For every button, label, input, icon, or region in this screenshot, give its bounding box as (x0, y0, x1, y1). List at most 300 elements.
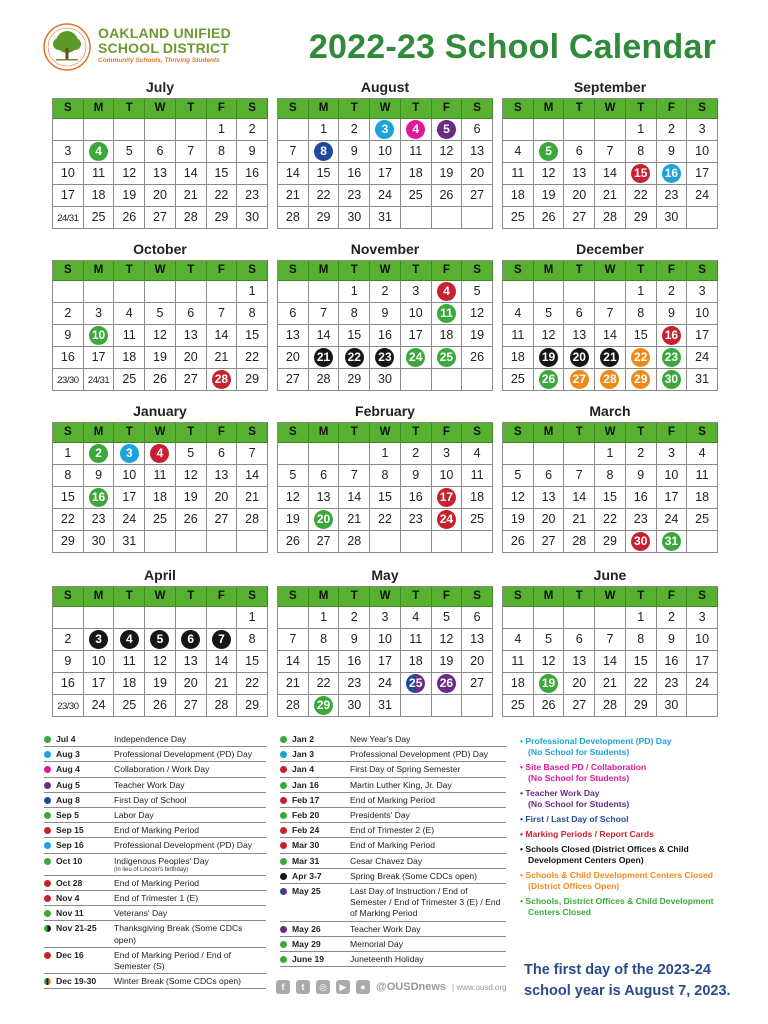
weekday-header: S (237, 587, 268, 607)
empty-cell (401, 369, 432, 391)
day-cell: 10 (432, 465, 463, 487)
marked-day: 31 (662, 532, 681, 551)
marked-day: 21 (314, 348, 333, 367)
legend-bullet-icon (44, 797, 51, 804)
day-cell: 28 (595, 207, 626, 229)
legend-text: Veterans' Day (114, 908, 168, 919)
day-cell: 1 (339, 281, 370, 303)
day-cell: 13 (462, 629, 493, 651)
day-cell: 15 (626, 325, 657, 347)
empty-cell (687, 531, 718, 553)
day-cell: 27 (176, 369, 207, 391)
day-cell: 1 (370, 443, 401, 465)
day-cell: 27 (278, 369, 309, 391)
day-cell: 13 (564, 325, 595, 347)
day-cell: 20 (564, 673, 595, 695)
legend-row (44, 823, 266, 838)
legend-bullet-icon (44, 910, 51, 917)
weekday-header: T (564, 261, 595, 281)
day-cell: 10 (370, 629, 401, 651)
day-cell: 6 (462, 119, 493, 141)
day-cell: 1 (53, 443, 84, 465)
month-december (502, 240, 718, 391)
marked-day: 5 (437, 120, 456, 139)
weekday-header: W (595, 99, 626, 119)
youtube-icon[interactable]: ▶ (336, 980, 350, 994)
day-cell: 8 (309, 629, 340, 651)
day-cell: 10 (687, 303, 718, 325)
day-cell: 9 (237, 141, 268, 163)
day-cell: 16 (237, 163, 268, 185)
day-cell: 17 (53, 185, 84, 207)
day-cell: 27 (207, 509, 238, 531)
website-link[interactable]: | www.ousd.org (452, 982, 507, 992)
weekday-header: S (53, 423, 84, 443)
day-cell: 1 (626, 607, 657, 629)
marked-day: 30 (662, 370, 681, 389)
month-january (52, 402, 268, 553)
legend-text: Labor Day (114, 810, 154, 821)
day-cell: 21 (237, 487, 268, 509)
key-item: • Schools, District Offices & Child Development Centers Closed (520, 896, 714, 917)
day-cell: 18 (462, 487, 493, 509)
day-cell (309, 141, 340, 163)
marked-day: 17 (437, 488, 456, 507)
tree-seal-icon (42, 22, 92, 72)
day-cell: 25 (503, 369, 534, 391)
day-cell: 25 (84, 207, 115, 229)
day-cell: 2 (401, 443, 432, 465)
day-cell: 8 (626, 303, 657, 325)
day-cell: 27 (534, 531, 565, 553)
weekday-header: S (462, 423, 493, 443)
day-cell: 31 (687, 369, 718, 391)
weekday-header: M (534, 261, 565, 281)
day-cell: 19 (462, 325, 493, 347)
legend-date: Apr 3-7 (292, 870, 322, 881)
day-cell: 7 (339, 465, 370, 487)
day-cell: 6 (176, 303, 207, 325)
day-cell: 14 (309, 325, 340, 347)
day-cell: 26 (145, 695, 176, 717)
day-cell: 14 (339, 487, 370, 509)
day-cell: 4 (687, 443, 718, 465)
legend-bullet-icon (44, 880, 51, 887)
legend-date: Mar 30 (292, 840, 320, 851)
day-cell: 18 (503, 673, 534, 695)
day-cell: 7 (595, 141, 626, 163)
weekday-header: M (84, 423, 115, 443)
legend-row (280, 808, 506, 823)
day-cell: 1 (207, 119, 238, 141)
day-cell: 24 (370, 185, 401, 207)
legend-bullet-icon (44, 827, 51, 834)
day-cell (595, 369, 626, 391)
day-cell: 17 (401, 325, 432, 347)
weekday-header: S (53, 587, 84, 607)
legend-bullet-icon (44, 812, 51, 819)
empty-cell (278, 281, 309, 303)
weekday-header: S (503, 99, 534, 119)
day-cell: 23 (84, 509, 115, 531)
day-cell: 7 (207, 303, 238, 325)
empty-cell (278, 607, 309, 629)
weekday-header: F (432, 587, 463, 607)
legend-text: End of Marking Period (350, 794, 436, 805)
legend-text: End of Trimester 1 (E) (114, 893, 199, 904)
weekday-header: T (176, 261, 207, 281)
day-cell: 28 (207, 695, 238, 717)
day-cell: 12 (432, 629, 463, 651)
day-cell: 21 (278, 673, 309, 695)
day-cell: 13 (462, 141, 493, 163)
weekday-header: M (309, 423, 340, 443)
marked-day: 24 (406, 348, 425, 367)
day-cell (595, 347, 626, 369)
weekday-header: T (176, 99, 207, 119)
day-cell: 5 (114, 141, 145, 163)
day-cell: 16 (339, 651, 370, 673)
legend-date: May 29 (292, 938, 321, 949)
weekday-header: S (278, 99, 309, 119)
day-cell: 27 (462, 185, 493, 207)
legend-row (280, 854, 506, 869)
day-cell: 6 (309, 465, 340, 487)
day-cell: 5 (534, 303, 565, 325)
legend-date: June 19 (292, 954, 325, 965)
day-cell: 25 (687, 509, 718, 531)
day-cell (534, 673, 565, 695)
weekday-header: S (278, 261, 309, 281)
key-item: • Schools & Child Development Centers Closed (District Offices Open) (520, 870, 714, 891)
day-cell: 19 (432, 163, 463, 185)
marked-day: 25 (406, 674, 425, 693)
day-cell: 20 (462, 163, 493, 185)
day-cell: 1 (595, 443, 626, 465)
marked-day: 28 (600, 370, 619, 389)
weekday-header: M (309, 587, 340, 607)
day-cell: 20 (462, 651, 493, 673)
legend-text: Memorial Day (350, 938, 404, 949)
day-cell: 6 (278, 303, 309, 325)
legend-date: Jan 2 (292, 734, 314, 744)
legend-date: Oct 28 (56, 877, 83, 888)
legend-bullet-icon (44, 842, 51, 849)
day-cell: 9 (657, 303, 688, 325)
day-cell: 19 (278, 509, 309, 531)
legend-text: Winter Break (Some CDCs open) (114, 976, 242, 987)
day-cell (84, 325, 115, 347)
day-cell: 27 (176, 695, 207, 717)
month-grid (52, 586, 268, 717)
day-cell: 15 (339, 325, 370, 347)
day-cell: 15 (595, 487, 626, 509)
weekday-header: M (309, 261, 340, 281)
empty-cell (595, 119, 626, 141)
day-cell: 15 (309, 163, 340, 185)
day-cell: 14 (207, 651, 238, 673)
weekday-header: F (657, 587, 688, 607)
month-august (277, 78, 493, 229)
weekday-header: S (237, 261, 268, 281)
day-cell: 14 (595, 651, 626, 673)
day-cell: 26 (176, 509, 207, 531)
day-cell: 31 (370, 207, 401, 229)
day-cell: 6 (564, 629, 595, 651)
day-cell: 1 (626, 281, 657, 303)
marked-day: 23 (375, 348, 394, 367)
day-cell: 10 (687, 629, 718, 651)
day-cell (657, 163, 688, 185)
day-cell (534, 347, 565, 369)
marked-day: 3 (89, 630, 108, 649)
day-cell: 18 (84, 185, 115, 207)
day-cell: 9 (339, 141, 370, 163)
legend-date: Feb 17 (292, 794, 320, 805)
marked-day: 4 (89, 142, 108, 161)
empty-cell (176, 281, 207, 303)
empty-cell (432, 369, 463, 391)
day-cell (432, 281, 463, 303)
empty-cell (339, 443, 370, 465)
day-cell: 14 (207, 325, 238, 347)
day-cell: 8 (207, 141, 238, 163)
day-cell: 18 (114, 673, 145, 695)
day-cell: 8 (370, 465, 401, 487)
legend-row (280, 937, 506, 952)
legend-text: Professional Development (PD) Day (114, 749, 253, 760)
day-cell: 10 (687, 141, 718, 163)
day-cell: 16 (339, 163, 370, 185)
legend-row (44, 876, 266, 891)
legend-row (280, 762, 506, 777)
day-cell: 23 (657, 185, 688, 207)
day-cell: 24 (687, 673, 718, 695)
marked-day: 16 (662, 164, 681, 183)
day-cell: 18 (503, 347, 534, 369)
district-logo (42, 22, 242, 74)
day-cell: 10 (53, 163, 84, 185)
empty-cell (278, 443, 309, 465)
day-cell: 13 (564, 651, 595, 673)
day-cell: 25 (503, 695, 534, 717)
day-cell: 30 (339, 695, 370, 717)
day-cell: 3 (53, 141, 84, 163)
weekday-header: S (462, 261, 493, 281)
day-cell: 26 (114, 207, 145, 229)
day-cell: 24/31 (84, 369, 115, 391)
empty-cell (207, 607, 238, 629)
flickr-icon[interactable]: ● (356, 980, 370, 994)
marked-day: 20 (570, 348, 589, 367)
month-title: June (593, 567, 627, 583)
day-cell: 13 (534, 487, 565, 509)
key-item: • Marking Periods / Report Cards (520, 829, 654, 839)
day-cell: 3 (432, 443, 463, 465)
instagram-icon[interactable]: ◎ (316, 980, 330, 994)
day-cell: 12 (503, 487, 534, 509)
marked-day: 29 (631, 370, 650, 389)
weekday-header: W (370, 423, 401, 443)
weekday-header: T (401, 99, 432, 119)
month-grid (502, 422, 718, 553)
marked-day: 4 (437, 282, 456, 301)
day-cell: 4 (114, 303, 145, 325)
weekday-header: W (370, 587, 401, 607)
legend-text: Professional Development (PD) Day (114, 840, 253, 851)
day-cell: 19 (145, 347, 176, 369)
day-cell: 9 (53, 325, 84, 347)
empty-cell (432, 531, 463, 553)
empty-cell (503, 443, 534, 465)
marked-day: 19 (539, 348, 558, 367)
empty-cell (84, 607, 115, 629)
legend-date: Nov 4 (56, 893, 80, 904)
day-cell (309, 695, 340, 717)
empty-cell (145, 531, 176, 553)
legend-date: Aug 3 (56, 749, 80, 760)
day-cell: 18 (401, 651, 432, 673)
next-year-notice: The first day of the 2023-24 school year is August 7, 2023. (524, 962, 731, 999)
month-grid (52, 98, 268, 229)
day-cell: 26 (534, 207, 565, 229)
legend-row (280, 952, 506, 967)
marked-day: 22 (631, 348, 650, 367)
empty-cell (145, 119, 176, 141)
empty-cell (309, 443, 340, 465)
marked-day: 4 (120, 630, 139, 649)
day-cell: 14 (237, 465, 268, 487)
day-cell: 3 (687, 607, 718, 629)
day-cell: 19 (503, 509, 534, 531)
day-cell: 21 (595, 673, 626, 695)
day-cell: 17 (687, 325, 718, 347)
day-cell: 2 (657, 119, 688, 141)
day-cell: 25 (401, 185, 432, 207)
day-cell: 9 (657, 629, 688, 651)
day-cell: 17 (687, 163, 718, 185)
month-april (52, 566, 268, 717)
weekday-header: T (339, 99, 370, 119)
day-cell: 20 (534, 509, 565, 531)
day-cell: 7 (309, 303, 340, 325)
legend-date: Sep 15 (56, 825, 84, 836)
empty-cell (114, 281, 145, 303)
day-cell: 26 (432, 185, 463, 207)
legend-row (280, 838, 506, 853)
day-cell (626, 531, 657, 553)
day-cell (432, 119, 463, 141)
day-cell: 18 (401, 163, 432, 185)
day-cell (84, 141, 115, 163)
social-handle[interactable]: @OUSDnews (376, 981, 447, 993)
day-cell: 1 (237, 607, 268, 629)
day-cell: 11 (503, 325, 534, 347)
color-key (520, 736, 730, 922)
empty-cell (462, 695, 493, 717)
empty-cell (114, 119, 145, 141)
day-cell: 18 (114, 347, 145, 369)
key-item: • Teacher Work Day (No School for Students) (520, 788, 630, 809)
day-cell (370, 347, 401, 369)
day-cell: 7 (564, 465, 595, 487)
day-cell (84, 629, 115, 651)
day-cell (534, 369, 565, 391)
day-cell: 23 (657, 673, 688, 695)
weekday-header: W (145, 587, 176, 607)
weekday-header: T (401, 587, 432, 607)
day-cell: 23 (626, 509, 657, 531)
day-cell: 22 (626, 673, 657, 695)
day-cell: 12 (114, 163, 145, 185)
day-cell (145, 443, 176, 465)
day-cell: 19 (176, 487, 207, 509)
marked-day: 6 (181, 630, 200, 649)
day-cell (176, 629, 207, 651)
empty-cell (534, 281, 565, 303)
day-cell: 22 (626, 185, 657, 207)
legend-row (44, 838, 266, 853)
day-cell: 9 (626, 465, 657, 487)
empty-cell (462, 531, 493, 553)
legend-row (280, 869, 506, 884)
key-item: • Professional Development (PD) Day (No School for Students) (520, 736, 672, 757)
day-cell (626, 163, 657, 185)
day-cell: 7 (237, 443, 268, 465)
twitter-icon[interactable]: t (296, 980, 310, 994)
legend-bullet-icon (280, 858, 287, 865)
day-cell (339, 347, 370, 369)
day-cell: 12 (534, 651, 565, 673)
day-cell (432, 487, 463, 509)
marked-day: 22 (345, 348, 364, 367)
facebook-icon[interactable]: f (276, 980, 290, 994)
legend-row (44, 854, 266, 876)
day-cell (657, 369, 688, 391)
day-cell: 1 (626, 119, 657, 141)
day-cell: 21 (339, 509, 370, 531)
social-footer (276, 980, 507, 994)
day-cell: 30 (237, 207, 268, 229)
empty-cell (176, 531, 207, 553)
day-cell (207, 629, 238, 651)
legend-row (280, 884, 506, 922)
day-cell: 14 (564, 487, 595, 509)
day-cell (401, 347, 432, 369)
empty-cell (370, 531, 401, 553)
legend-row (280, 793, 506, 808)
day-cell: 6 (564, 303, 595, 325)
day-cell: 3 (687, 281, 718, 303)
legend-text: Independence Day (114, 734, 187, 744)
month-grid (52, 422, 268, 553)
empty-cell (595, 281, 626, 303)
day-cell: 12 (278, 487, 309, 509)
legend-text: Martin Luther King, Jr. Day (350, 779, 452, 790)
weekday-header: W (145, 99, 176, 119)
month-may (277, 566, 493, 717)
day-cell: 13 (564, 163, 595, 185)
day-cell: 28 (564, 531, 595, 553)
legend-bullet-icon (44, 895, 51, 902)
month-february (277, 402, 493, 553)
legend-row (44, 778, 266, 793)
day-cell: 2 (657, 281, 688, 303)
empty-cell (207, 531, 238, 553)
day-cell: 9 (657, 141, 688, 163)
empty-cell (432, 207, 463, 229)
weekday-header: S (237, 423, 268, 443)
